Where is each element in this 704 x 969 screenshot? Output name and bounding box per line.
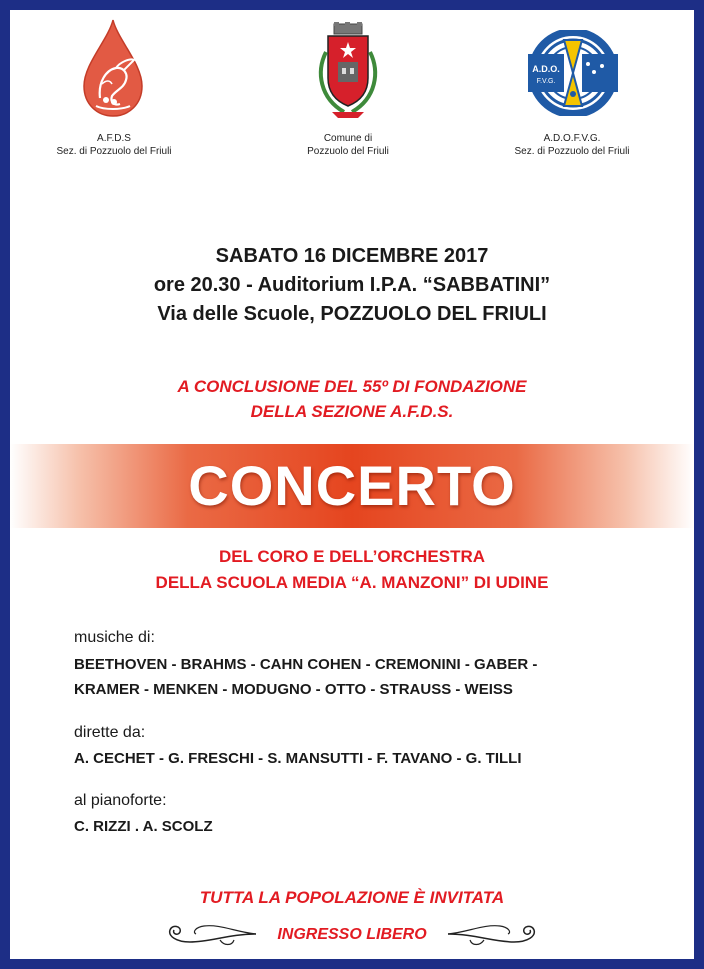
event-date: SABATO 16 DICEMBRE 2017 [215,245,489,267]
directors-section [74,722,521,771]
poster [10,10,694,959]
afds-caption-line1: A.F.D.S [97,133,131,144]
piano-names: C. RIZZI . A. SCOLZ [74,818,213,835]
composers-line2: KRAMER - MENKEN - MODUGNO - OTTO - STRAUSS - WEISS [74,681,513,698]
ado-caption-line1: A.D.O.F.V.G. [543,133,601,144]
foundation-line1: A CONCLUSIONE DEL 55º DI FONDAZIONE [177,377,527,396]
comune-coat-of-arms-logo [306,22,390,122]
directors-label: dirette da: [74,724,146,741]
event-address: Via delle Scuole, POZZUOLO DEL FRIULI [157,303,547,325]
afds-caption-line2: Sez. di Pozzuolo del Friuli [56,146,172,157]
ado-caption-line2: Sez. di Pozzuolo del Friuli [514,146,630,157]
comune-logo-caption [248,132,448,158]
foundation-line2: DELLA SEZIONE A.F.D.S. [250,402,454,421]
piano-section [74,790,213,839]
headline-concerto: CONCERTO [188,454,516,517]
ado-emblem-text: A.D.O. [532,64,560,74]
afds-logo-caption [14,132,214,158]
comune-caption-line2: Pozzuolo del Friuli [307,146,389,157]
right-flourish-ornament [446,920,544,950]
directors-names: A. CECHET - G. FRESCHI - S. MANSUTTI - F. TAVANO - G. TILLI [74,750,522,767]
comune-caption-line1: Comune di [323,133,373,144]
ado-fvg-logo [510,30,636,116]
choir-info [10,544,694,596]
afds-blood-drop-logo [80,18,146,118]
event-time-place: ore 20.30 - Auditorium I.P.A. “SABBATINI” [153,274,551,296]
choir-line1: DEL CORO E DELL’ORCHESTRA [218,547,486,566]
ado-emblem-subtext: F.V.G. [536,78,556,85]
free-entry-text: INGRESSO LIBERO [277,926,427,943]
event-details [10,242,694,329]
composers-line1: BEETHOVEN - BRAHMS - CAHN COHEN - CREMONINI - GABER - [74,656,538,673]
music-section [74,627,537,702]
piano-label: al pianoforte: [74,792,167,809]
choir-line2: DELLA SCUOLA MEDIA “A. MANZONI” DI UDINE [155,573,549,592]
ado-logo-caption [472,132,672,158]
invitation-text: TUTTA LA POPOLAZIONE È INVITATA [199,888,505,907]
foundation-note [10,374,694,424]
music-label: musiche di: [74,629,155,646]
